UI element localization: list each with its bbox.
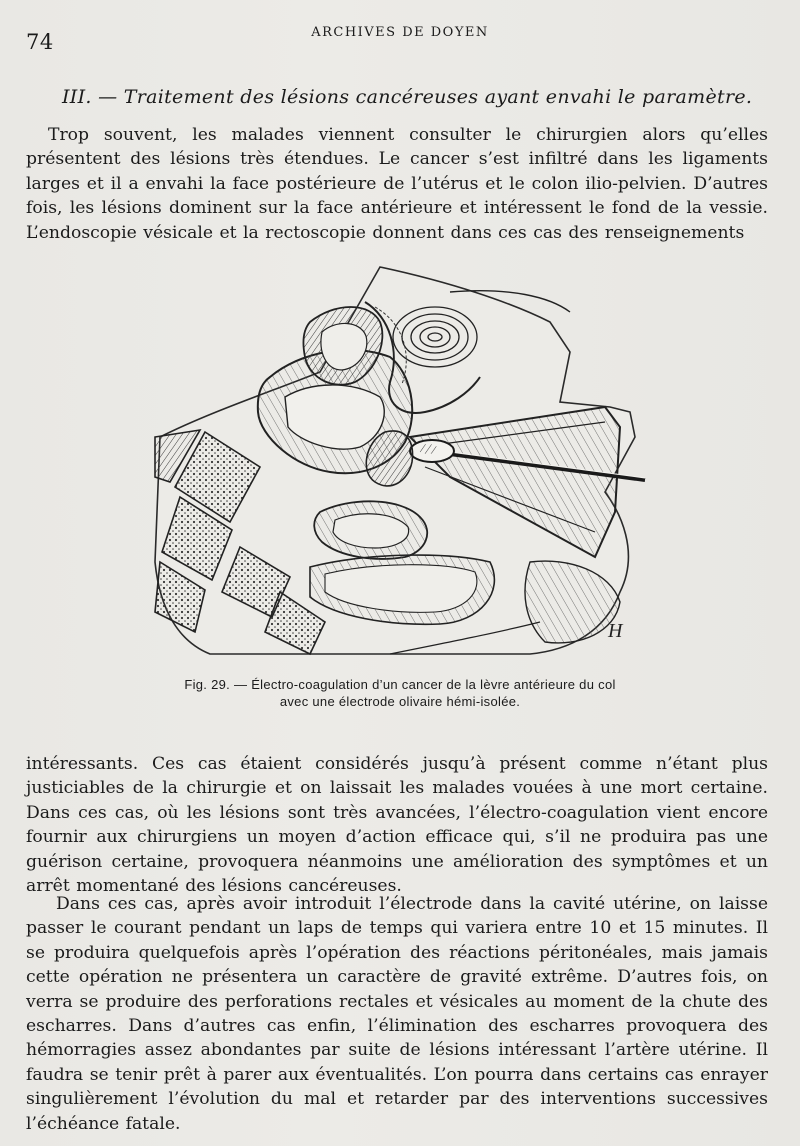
figure-29 (150, 262, 670, 657)
body-paragraph-2: intéressants. Ces cas étaient considérés jusqu’à présent comme n’étant plus justiciables de la chirurgie et on laissait les malades vouées à une mort certaine. Dans ces cas, où les lésions sont très avancées, l’électro-coagulation vient encore fournir aux chirurgiens un moyen d’action efficace qui, s’il ne produira pas une guérison certaine, provoquera néanmoins une amélioration des symptômes et un arrêt momentané des lésions cancéreuses. (26, 754, 768, 897)
caption-line-2: avec une électrode olivaire hémi-isolée. (279, 694, 521, 709)
engraver-mark: H (608, 620, 623, 642)
caption-line-1: Fig. 29. — Électro-coagulation d’un cancer de la lèvre antérieure du col (184, 677, 616, 692)
figure-caption (120, 676, 680, 710)
body-paragraph-3: Dans ces cas, après avoir introduit l’électrode dans la cavité utérine, on laisse passer le courant pendant un laps de temps qui variera entre 10 et 15 minutes. Il se produira quelquefois après l’opération des réactions péritonéales, mais jamais cette opération ne présentera un caractère de gravité extrême. D’autres fois, on verra se produire des perforations rectales et vésicales au moment de la chute des escharres. Dans d’autres cas enfin, l’élimination des escharres provoquera des hémorragies assez abondantes par suite de lésions intéressant l’artère utérine. Il faudra se tenir prêt à parer aux éventualités. L’on pourra dans certains cas enrayer singulièrement l’évolution du mal et retarder par des interventions successives l’échéance fatale. (26, 894, 768, 1134)
anatomical-section-illustration (150, 262, 670, 657)
page-number: 74 (26, 30, 54, 54)
running-title: ARCHIVES DE DOYEN (311, 25, 489, 40)
section-heading: III. — Traitement des lésions cancéreuses ayant envahi le paramètre. (62, 86, 753, 108)
body-paragraph-1: Trop souvent, les malades viennent consulter le chirurgien alors qu’elles présentent des lésions très étendues. Le cancer s’est infiltré dans les ligaments larges et il a envahi la face postérieure de l’utérus et le colon ilio-pelvien. D’autres fois, les lésions dominent sur la face antérieure et intéressent le fond de la vessie. L’endoscopie vésicale et la rectoscopie donnent dans ces cas des renseignements (26, 125, 768, 243)
